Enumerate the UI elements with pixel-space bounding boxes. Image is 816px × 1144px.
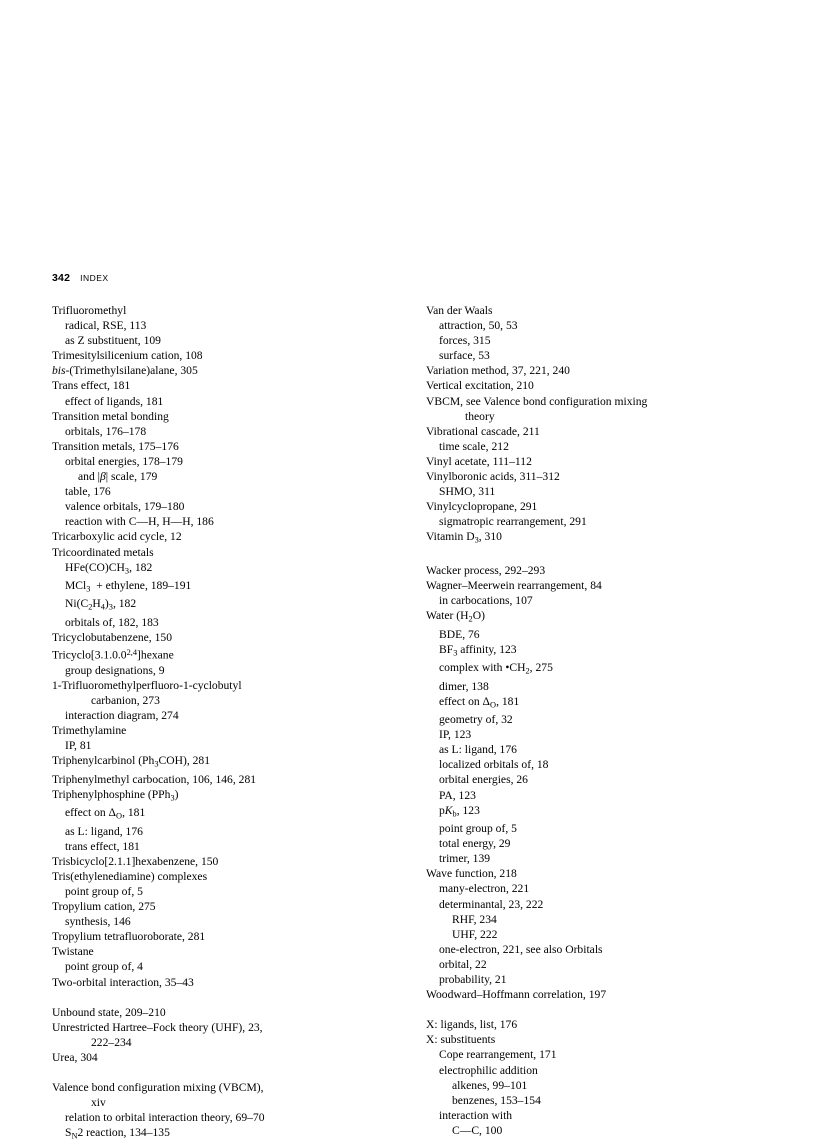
index-entry: radical, RSE, 113: [65, 319, 147, 333]
index-entry: Unrestricted Hartree–Fock theory (UHF), 23,: [52, 1020, 263, 1034]
index-entry: $HFe(CO)CH_3$, 182: [65, 560, 153, 575]
index-entry: attraction, 50, 53: [439, 319, 518, 333]
index-entry: surface, 53: [439, 349, 490, 363]
index-entry: effect on $\Delta_O$, 181: [65, 806, 146, 821]
index-entry: Trimesitylsilicenium cation, 108: [52, 349, 203, 363]
index-entry: effect on $\Delta_O$, 181: [439, 694, 520, 709]
index-entry: Two-orbital interaction, 35–43: [52, 975, 194, 989]
index-entry: IP, 81: [65, 739, 92, 753]
index-entry: Vibrational cascade, 211: [426, 424, 540, 438]
index-entry: Unbound state, 209–210: [52, 1005, 166, 1019]
index-entry: X: substituents: [426, 1033, 496, 1047]
index-entry: bis-(Trimethylsilane)alane, 305: [52, 364, 198, 378]
index-entry: many-electron, 221: [439, 882, 530, 896]
index-entry: orbital energies, 178–179: [65, 454, 183, 468]
index-entry: relation to orbital interaction theory, 69–70: [65, 1111, 265, 1125]
index-entry: 222–234: [91, 1035, 132, 1049]
index-entry: orbital energies, 26: [439, 773, 528, 787]
index-entry: Trisbicyclo[2.1.1]hexabenzene, 150: [52, 854, 219, 868]
index-entry: trimer, 139: [439, 852, 491, 866]
index-entry: IP, 123: [439, 728, 472, 742]
index-entry: Valence bond configuration mixing (VBCM),: [52, 1081, 264, 1095]
index-entry: interaction diagram, 274: [65, 708, 179, 722]
page-number: 342: [52, 272, 71, 284]
index-entry: PA, 123: [439, 788, 476, 802]
index-entry: trans effect, 181: [65, 839, 140, 853]
index-entry: valence orbitals, 179–180: [65, 500, 185, 514]
index-entry: localized orbitals of, 18: [439, 758, 549, 772]
index-group-gap: [52, 1065, 394, 1080]
index-entry: alkenes, 99–101: [452, 1078, 528, 1092]
index-entry: as L: ligand, 176: [439, 743, 517, 757]
index-columns: [52, 303, 768, 1144]
index-entry: effect of ligands, 181: [65, 394, 164, 408]
index-entry: Tricoordinated metals: [52, 545, 154, 559]
index-group-gap: [52, 990, 394, 1005]
index-entry: UHF, 222: [452, 927, 498, 941]
index-entry: Wagner–Meerwein rearrangement, 84: [426, 579, 602, 593]
index-entry: Van der Waals: [426, 304, 493, 317]
index-entry: complex with $•CH_2$, 275: [439, 661, 553, 676]
index-entry: $BF_3$ affinity, 123: [439, 642, 517, 658]
index-entry: group designations, 9: [65, 663, 165, 677]
index-entry: synthesis, 146: [65, 915, 131, 929]
left-column: [52, 303, 394, 1144]
index-entry: point group of, 4: [65, 960, 143, 974]
running-head: INDEX: [80, 273, 109, 283]
index-entry: probability, 21: [439, 973, 507, 986]
index-entry: reaction with C—H, H—H, 186: [65, 515, 214, 529]
index-entry: C—C, 100: [452, 1123, 503, 1137]
index-entry: Twistane: [52, 945, 94, 959]
page-header: [52, 272, 109, 284]
index-entry: Variation method, 37, 221, 240: [426, 364, 570, 378]
index-entry: xiv: [91, 1096, 106, 1110]
index-group-gap: [426, 548, 768, 563]
index-entry: determinantal, 23, 222: [439, 897, 544, 911]
index-entry: Transition metals, 175–176: [52, 439, 179, 453]
index-entry: dimer, 138: [439, 679, 489, 693]
right-column: [426, 303, 768, 1144]
index-entry: as Z substituent, 109: [65, 334, 161, 348]
index-entry: 1-Trifluoromethylperfluoro-1-cyclobutyl: [52, 678, 242, 692]
index-entry: BDE, 76: [439, 627, 480, 641]
index-entry: table, 176: [65, 485, 111, 499]
index-entry: $pK_b$, 123: [439, 803, 480, 818]
index-entry: forces, 315: [439, 334, 491, 348]
index-entry: point group of, 5: [65, 884, 143, 898]
index-entry: Vinylboronic acids, 311–312: [426, 470, 560, 484]
index-entry: and |β| scale, 179: [78, 470, 158, 484]
index-entry: orbital, 22: [439, 957, 487, 971]
index-entry: theory: [465, 409, 495, 423]
index-entry: Tris(ethylenediamine) complexes: [52, 869, 208, 883]
index-entry: total energy, 29: [439, 837, 511, 851]
index-entry: point group of, 5: [439, 822, 517, 836]
index-entry: Tricyclo[3.1.0.0$^{2,4}$]hexane: [52, 648, 174, 662]
index-entry: VBCM, see Valence bond configuration mixing: [426, 394, 648, 408]
index-entry: Triphenylcarbinol $(Ph_3COH)$, 281: [52, 754, 211, 769]
index-entry: Wave function, 218: [426, 867, 517, 881]
index-entry: geometry of, 32: [439, 713, 513, 727]
index-entry: Trifluoromethyl: [52, 304, 127, 317]
index-entry: Tricarboxylic acid cycle, 12: [52, 530, 182, 544]
index-entry: Vinyl acetate, 111–112: [426, 454, 532, 468]
index-entry: sigmatropic rearrangement, 291: [439, 515, 587, 529]
index-entry: electrophilic addition: [439, 1063, 538, 1077]
index-entry: $S_N2$ reaction, 134–135: [65, 1126, 170, 1141]
index-entry: one-electron, 221, see also Orbitals: [439, 942, 603, 956]
index-entry: orbitals, 176–178: [65, 424, 147, 438]
index-entry: Tropylium cation, 275: [52, 900, 156, 914]
index-entry: Cope rearrangement, 171: [439, 1048, 557, 1062]
index-entry: X: ligands, list, 176: [426, 1018, 518, 1032]
index-entry: Urea, 304: [52, 1050, 98, 1064]
index-entry: Transition metal bonding: [52, 409, 169, 423]
index-entry: Vertical excitation, 210: [426, 379, 534, 393]
index-entry: Trans effect, 181: [52, 379, 131, 393]
index-entry: orbitals of, 182, 183: [65, 615, 159, 629]
index-entry: carbanion, 273: [91, 693, 160, 707]
index-entry: Tricyclobutabenzene, 150: [52, 630, 172, 644]
index-entry: Trimethylamine: [52, 724, 127, 738]
index-group-gap: [426, 1002, 768, 1017]
index-entry: $Ni(C_2H_4)_3$, 182: [65, 597, 137, 612]
index-entry: Triphenylphosphine (PPh$_3$): [52, 787, 179, 803]
index-entry: time scale, 212: [439, 439, 509, 453]
index-entry: Triphenylmethyl carbocation, 106, 146, 281: [52, 772, 257, 786]
index-entry: Vitamin $D_3$, 310: [426, 530, 502, 545]
index-entry: Woodward–Hoffmann correlation, 197: [426, 988, 607, 1002]
index-entry: in carbocations, 107: [439, 594, 533, 608]
index-entry: SHMO, 311: [439, 485, 496, 499]
index-entry: as L: ligand, 176: [65, 824, 143, 838]
index-entry: Wacker process, 292–293: [426, 563, 546, 577]
index-entry: RHF, 234: [452, 912, 497, 926]
index-entry: MCl$_3$ + ethylene, 189–191: [65, 579, 192, 594]
index-entry: Water $(H_2O)$: [426, 609, 485, 624]
index-entry: benzenes, 153–154: [452, 1093, 541, 1107]
index-entry: Vinylcyclopropane, 291: [426, 500, 538, 514]
index-entry: Tropylium tetrafluoroborate, 281: [52, 930, 206, 944]
index-entry: interaction with: [439, 1108, 513, 1122]
